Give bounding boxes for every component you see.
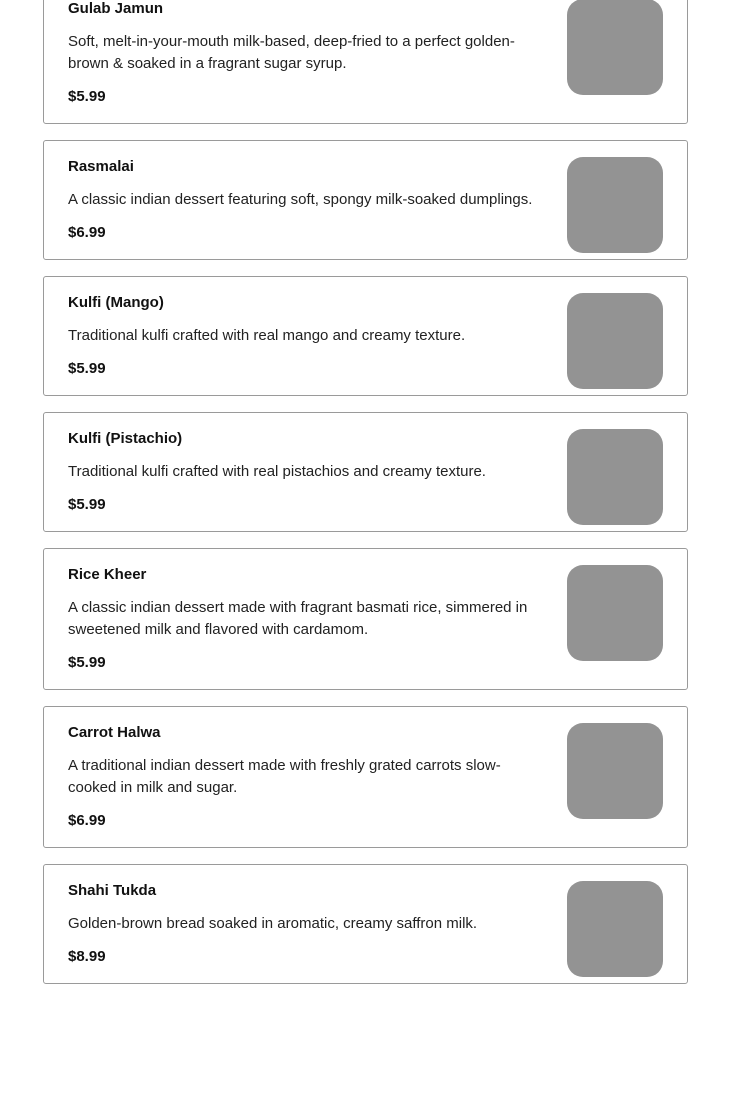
item-image-placeholder	[567, 157, 663, 253]
item-image-placeholder	[567, 429, 663, 525]
item-image-placeholder	[567, 881, 663, 977]
menu-item-card[interactable]	[43, 548, 688, 690]
item-description: A traditional indian dessert made with freshly grated carrots slow-cooked in milk and sugar.	[68, 757, 501, 796]
item-description: A classic indian dessert made with fragrant basmati rice, simmered in sweetened milk and flavored with cardamom.	[68, 599, 528, 638]
item-price: $5.99	[68, 654, 106, 671]
menu-item-card[interactable]	[43, 706, 688, 848]
item-image-placeholder	[567, 723, 663, 819]
item-image-placeholder	[567, 0, 663, 95]
dessert-menu-list	[43, 0, 688, 1000]
menu-item-card[interactable]	[43, 140, 688, 260]
item-name: Kulfi (Mango)	[68, 294, 164, 311]
item-name: Rasmalai	[68, 158, 134, 175]
item-name: Kulfi (Pistachio)	[68, 430, 183, 447]
item-name: Rice Kheer	[68, 566, 147, 583]
item-image-placeholder	[567, 293, 663, 389]
menu-item-card[interactable]	[43, 864, 688, 984]
item-description: Traditional kulfi crafted with real pistachios and creamy texture.	[68, 463, 486, 480]
item-description: A classic indian dessert featuring soft, spongy milk-soaked dumplings.	[68, 191, 533, 208]
item-price: $6.99	[68, 224, 106, 241]
item-price: $5.99	[68, 496, 106, 513]
item-price: $5.99	[68, 360, 106, 377]
item-price: $8.99	[68, 948, 106, 965]
menu-item-card[interactable]	[43, 412, 688, 532]
item-description: Traditional kulfi crafted with real mango and creamy texture.	[68, 327, 466, 344]
item-name: Carrot Halwa	[68, 724, 161, 741]
item-description: Soft, melt-in-your-mouth milk-based, deep-fried to a perfect golden-brown & soaked in a fragrant sugar syrup.	[68, 33, 515, 72]
item-price: $5.99	[68, 88, 106, 105]
item-name: Gulab Jamun	[68, 0, 164, 17]
menu-item-card[interactable]	[43, 276, 688, 396]
item-name: Shahi Tukda	[68, 882, 157, 899]
item-image-placeholder	[567, 565, 663, 661]
item-description: Golden-brown bread soaked in aromatic, creamy saffron milk.	[68, 915, 478, 932]
menu-item-card[interactable]	[43, 0, 688, 124]
item-price: $6.99	[68, 812, 106, 829]
